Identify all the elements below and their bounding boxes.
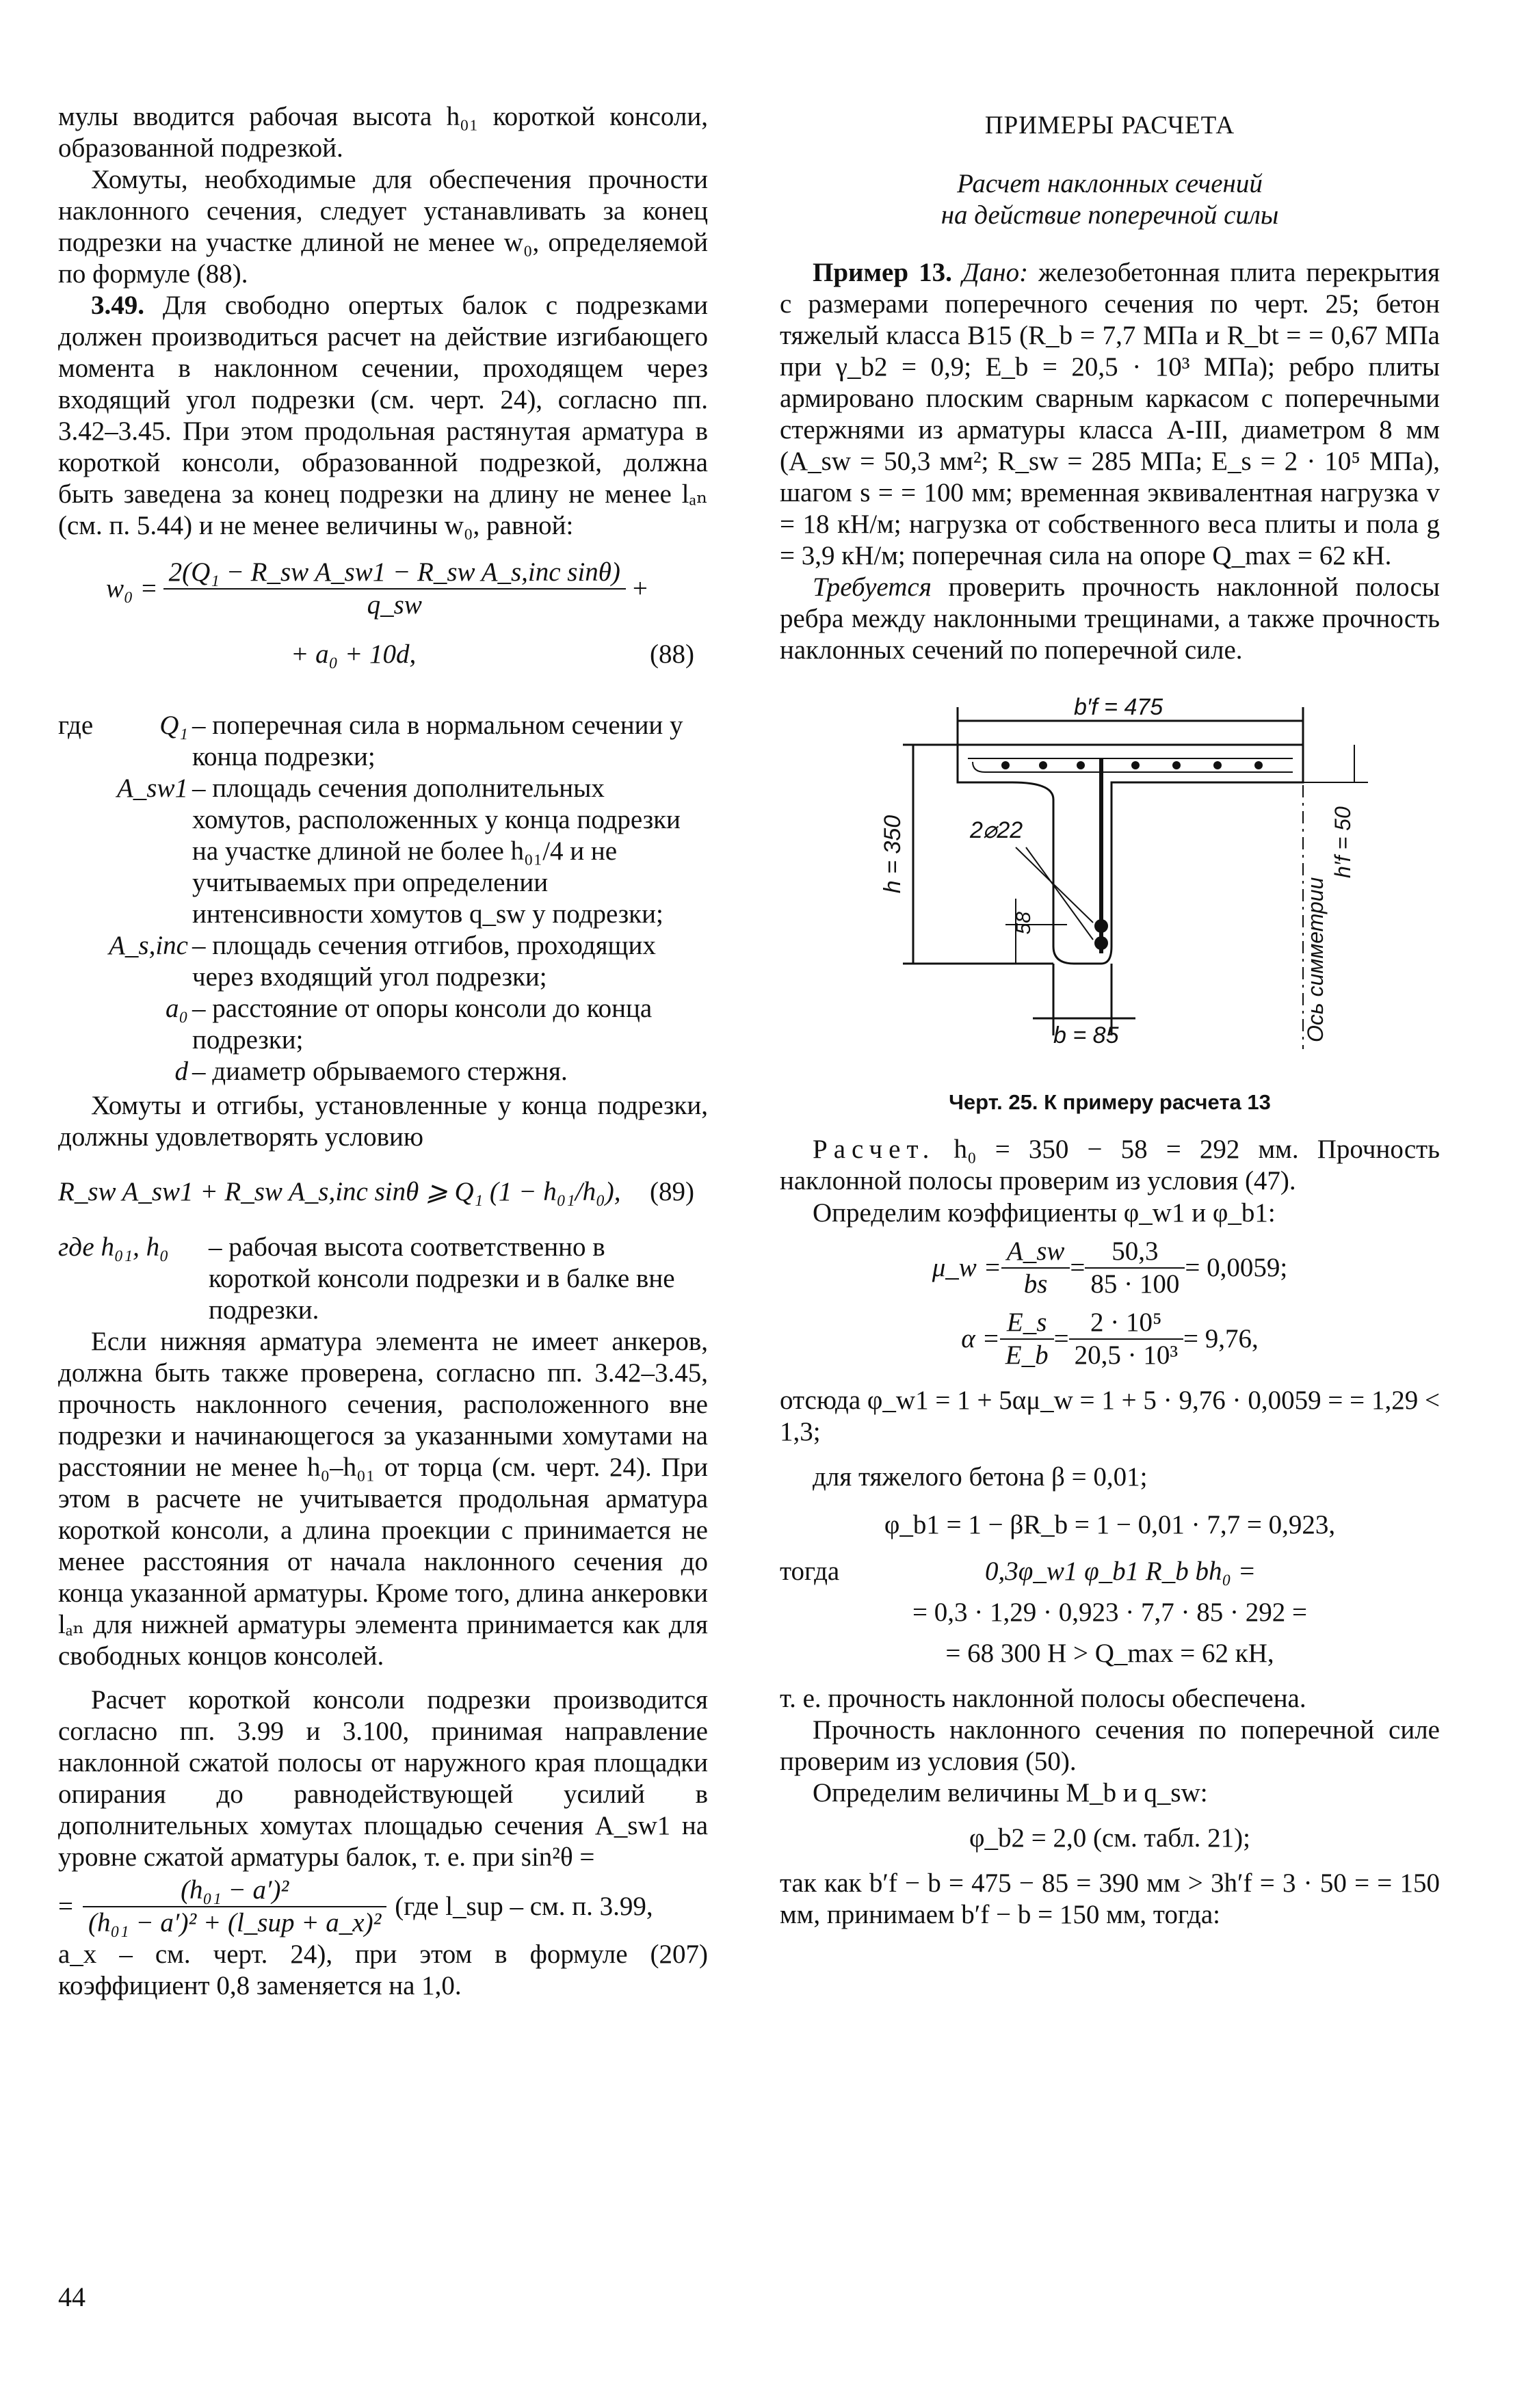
formula-88 bbox=[58, 557, 708, 670]
calc-paragraph: Прочность наклонного сечения по поперечной силе проверим из условия (50). bbox=[780, 1715, 1440, 1776]
subtitle-line: на действие поперечной силы bbox=[941, 200, 1279, 230]
paragraph: мулы вводится рабочая высота h₀₁ короткой консоли, образованной подрезкой. bbox=[58, 102, 708, 163]
definition-item bbox=[58, 1056, 708, 1087]
definition-text: – площадь сечения отгибов, проходящих через входящий угол подрезки; bbox=[192, 931, 656, 992]
formula-alpha bbox=[780, 1307, 1440, 1371]
fraction-numerator: 2 · 10⁵ bbox=[1069, 1307, 1183, 1340]
definition-symbol: Q₁ bbox=[159, 711, 188, 741]
formula-body: R_sw A_sw1 + R_sw A_s,inc sinθ ⩾ Q₁ (1 − h₀₁/h₀), bbox=[58, 1177, 621, 1207]
dimension-bf: b′f = 475 bbox=[1074, 693, 1163, 720]
symmetry-axis-label: Ось симметрии bbox=[1303, 877, 1328, 1042]
definition-symbol: где h₀₁, h₀ bbox=[58, 1232, 169, 1262]
section-subtitle bbox=[780, 168, 1440, 231]
equals-sign: = bbox=[1070, 1252, 1086, 1282]
fraction-numerator: 2(Q₁ − R_sw A_sw1 − R_sw A_s,inc sinθ) bbox=[163, 557, 626, 590]
fraction-numerator: (h₀₁ − a′)² bbox=[83, 1875, 386, 1907]
formula-fraction bbox=[163, 557, 626, 621]
requirement-text: проверить прочность наклонной полосы ребра между наклонными трещинами, а также прочность наклонных сечений по поперечной силе. bbox=[780, 572, 1440, 665]
fraction-numerator: E_s bbox=[1000, 1307, 1054, 1340]
formula-phi-b1: φ_b1 = 1 − βR_b = 1 − 0,01 · 7,7 = 0,923, bbox=[884, 1509, 1336, 1539]
paragraph: Хомуты и отгибы, установленные у конца подрезки, должны удовлетворять условию bbox=[58, 1091, 708, 1152]
definition-item bbox=[58, 1232, 708, 1326]
formula-fraction bbox=[1069, 1307, 1183, 1371]
definition-item bbox=[58, 993, 708, 1056]
paragraph: a_x – см. черт. 24), при этом в формуле (207) коэффициент 0,8 заменяется на 1,0. bbox=[58, 1939, 708, 2000]
formula-number: (88) bbox=[650, 639, 694, 670]
formula-fraction bbox=[1000, 1307, 1054, 1371]
formula-line: = 68 300 Н > Q_max = 62 кН, bbox=[945, 1638, 1274, 1668]
definition-symbol: a₀ bbox=[165, 994, 188, 1024]
label-bars: 2⌀22 bbox=[970, 817, 1023, 843]
fraction-denominator: 20,5 · 10³ bbox=[1074, 1340, 1179, 1370]
definition-symbol: d bbox=[174, 1057, 188, 1087]
formula-lhs: w₀ = bbox=[106, 574, 158, 604]
formula-tail: + a₀ + 10d, bbox=[291, 639, 417, 670]
right-column bbox=[780, 101, 1440, 1931]
calc-paragraph: Определим величины M_b и q_sw: bbox=[813, 1777, 1208, 1808]
formula-lhs: μ_w = bbox=[932, 1252, 1001, 1282]
then-word: тогда bbox=[780, 1556, 840, 1586]
plus-sign: + bbox=[632, 574, 648, 604]
requirement-label: Требуется bbox=[813, 572, 932, 602]
section-title: ПРИМЕРЫ РАСЧЕТА bbox=[984, 111, 1235, 140]
formula-number: (89) bbox=[650, 1177, 694, 1207]
example-text: железобетонная плита перекрытия с размерами поперечного сечения по черт. 25; бетон тяжелый класса B15 (R_b = 7,7 МПа и R_bt = = 0,67 МПа при γ_b2 = 0,9; E_b = 20,5 · 10³ МПа); ребро плиты армировано плоским сварным каркасом с поперечными стержнями из арматуры класса A-III, диаметром 8 мм (A_sw = 50,3 мм²; R_sw = 285 МПа; E_s = 2 · 10⁵ МПа), шагом s = = 100 мм; временная эквивалентная нагрузка v = 18 кН/м; нагрузка от собственного веса плиты и пола g = 3,9 кН/м; поперечная сила на опоре Q_max = 62 кН. bbox=[780, 257, 1441, 570]
paragraph: Хомуты, необходимые для обеспечения прочности наклонного сечения, следует устанавливать за конец подрезки на участке длиной не менее w₀, определяемой по формуле (88). bbox=[58, 165, 708, 289]
page-number: 44 bbox=[58, 2281, 86, 2312]
formula-fraction bbox=[1001, 1236, 1070, 1300]
clause-text: Для свободно опертых балок с подрезками должен производиться расчет на действие изгибающего момента в наклонном сечении, проходящем через входящий угол подрезки (см. черт. 24), согласно пп. 3.42–3.45. При этом продольная растянутая арматура в короткой консоли, образованной подрезкой, должна быть заведена за конец подрезки на длину не менее lₐₙ (см. п. 5.44) и не менее величины w₀, равной: bbox=[58, 291, 709, 541]
calc-paragraph: так как b′f − b = 475 − 85 = 390 мм > 3h′f = 3 · 50 = = 150 мм, принимаем b′f − b = 150 мм, тогда: bbox=[780, 1868, 1440, 1929]
left-column bbox=[58, 101, 708, 2002]
dimension-hf: h′f = 50 bbox=[1330, 806, 1355, 878]
formula-89 bbox=[58, 1176, 708, 1208]
formula-result: = 0,0059; bbox=[1185, 1252, 1288, 1282]
definition-symbol: A_s,inc bbox=[109, 931, 188, 961]
formula-result: = 9,76, bbox=[1183, 1323, 1259, 1353]
dimension-h: h = 350 bbox=[880, 815, 906, 894]
figure-caption: Черт. 25. К примеру расчета 13 bbox=[949, 1089, 1271, 1114]
calc-text: h₀ = 350 − 58 = 292 мм. Прочность наклонной полосы проверим из условия (47). bbox=[780, 1135, 1440, 1196]
fraction-denominator: q_sw bbox=[367, 590, 422, 620]
figure-25 bbox=[780, 693, 1440, 1083]
fraction-numerator: 50,3 bbox=[1085, 1236, 1185, 1269]
sin-formula bbox=[58, 1875, 708, 1939]
paragraph: Расчет короткой консоли подрезки производится согласно пп. 3.99 и 3.100, принимая направление наклонной сжатой полосы от наружного края площадки опирания до равнодействующей усилий в дополнительных хомутах площадью сечения A_sw1 на уровне сжатой арматуры балок, т. е. при sin²θ = bbox=[58, 1684, 708, 1872]
calc-label: Расчет. bbox=[813, 1135, 936, 1165]
formula-note: (где l_sup – см. п. 3.99, bbox=[395, 1891, 653, 1921]
fraction-denominator: 85 · 100 bbox=[1090, 1269, 1180, 1299]
given-label: Дано: bbox=[962, 257, 1029, 287]
formula-fraction bbox=[1085, 1236, 1185, 1300]
definition-item bbox=[58, 773, 708, 930]
fraction-denominator: (h₀₁ − a′)² + (l_sup + a_x)² bbox=[88, 1907, 382, 1937]
formula-line: = 0,3 · 1,29 · 0,923 · 7,7 · 85 · 292 = bbox=[912, 1597, 1307, 1627]
definition-text: – диаметр обрываемого стержня. bbox=[192, 1057, 568, 1087]
fraction-numerator: A_sw bbox=[1001, 1236, 1070, 1269]
subtitle-line: Расчет наклонных сечений bbox=[957, 168, 1263, 198]
definition-symbol: A_sw1 bbox=[116, 773, 188, 804]
calc-paragraph: Определим коэффициенты φ_w1 и φ_b1: bbox=[813, 1198, 1276, 1228]
definitions-list bbox=[58, 710, 708, 1087]
fraction-denominator: bs bbox=[1023, 1269, 1048, 1299]
definition-text: – поперечная сила в нормальном сечении у конца подрезки; bbox=[192, 711, 683, 772]
requirement-paragraph bbox=[780, 572, 1440, 666]
definition-text: – рабочая высота соответственно в короткой консоли подрезки и в балке вне подрезки. bbox=[209, 1232, 675, 1325]
formula-then bbox=[780, 1556, 1440, 1587]
example-paragraph bbox=[780, 257, 1440, 572]
definition-item bbox=[58, 710, 708, 773]
paragraph: Если нижняя арматура элемента не имеет анкеров, должна быть также проверена, согласно пп. 3.42–3.45, прочность наклонного сечения, расположенного вне подрезки и начинающегося за указанными хомутами на расстоянии не менее h₀–h₀₁ от торца (см. черт. 24). При этом в расчете не учитывается продольная арматура короткой консоли, а длина проекции c принимается не менее расстояния от начала наклонного сечения до конца указанной арматуры. Кроме того, длина анкеровки lₐₙ для нижней арматуры элемента принимается как для свободных концов консолей. bbox=[58, 1326, 708, 1671]
calc-paragraph bbox=[780, 1134, 1440, 1197]
where-word: где bbox=[58, 711, 94, 741]
paragraph bbox=[58, 290, 708, 542]
formula-line: φ_b2 = 2,0 (см. табл. 21); bbox=[969, 1823, 1250, 1853]
dimension-b: b = 85 bbox=[1053, 1022, 1119, 1048]
equals-sign: = bbox=[1053, 1323, 1069, 1353]
fraction-denominator: E_b bbox=[1005, 1340, 1049, 1370]
calc-paragraph: отсюда φ_w1 = 1 + 5αμ_w = 1 + 5 · 9,76 · 0,0059 = = 1,29 < 1,3; bbox=[780, 1385, 1440, 1446]
formula-lhs: α = bbox=[961, 1323, 1000, 1353]
formula-fraction bbox=[83, 1875, 386, 1939]
calc-paragraph: для тяжелого бетона β = 0,01; bbox=[813, 1461, 1148, 1492]
example-label: Пример 13. bbox=[813, 257, 952, 287]
dimension-58: 58 bbox=[1012, 911, 1035, 935]
formula-mu bbox=[780, 1236, 1440, 1300]
definition-text: – площадь сечения дополнительных хомутов, расположенных у конца подрезки на участке длиной не более h₀₁/4 и не учитываемых при определении интенсивности хомутов q_sw у подрезки; bbox=[192, 773, 681, 929]
definition-item bbox=[58, 930, 708, 993]
clause-number: 3.49. bbox=[91, 291, 144, 321]
calc-paragraph: т. е. прочность наклонной полосы обеспечена. bbox=[780, 1683, 1306, 1713]
definition-text: – расстояние от опоры консоли до конца подрезки; bbox=[192, 994, 653, 1055]
formula-line: 0,3φ_w1 φ_b1 R_b bh₀ = bbox=[985, 1556, 1257, 1586]
equals-sign: = bbox=[58, 1891, 73, 1921]
